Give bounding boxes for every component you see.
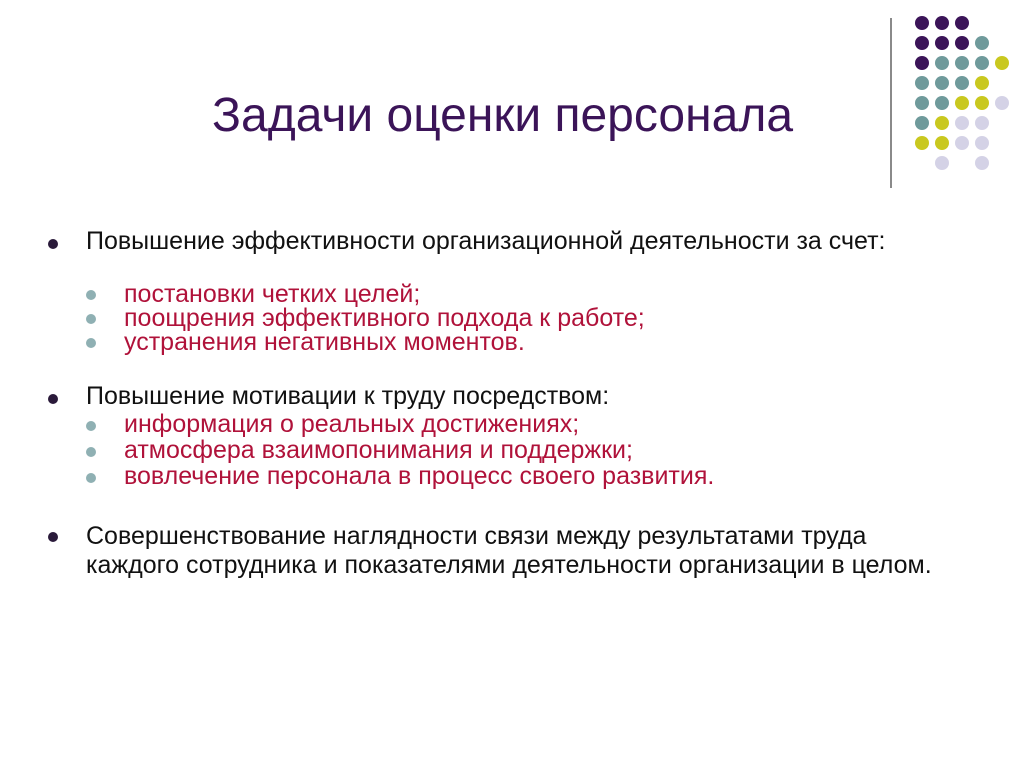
sub-bullet-text: вовлечение персонала в процесс своего развития. <box>124 462 715 490</box>
dot <box>975 76 989 90</box>
slide-title: Задачи оценки персонала <box>212 89 794 142</box>
bullet-text: Повышение эффективности организационной деятельности за счет: <box>86 227 886 255</box>
sub-bullet-text: устранения негативных моментов. <box>124 328 525 356</box>
dot <box>955 96 969 110</box>
dot <box>935 156 949 170</box>
sub-bullet-text: информация о реальных достижениях; <box>124 410 580 438</box>
dot <box>955 56 969 70</box>
dot <box>955 116 969 130</box>
sub-bullet-dot <box>86 421 96 431</box>
dot <box>935 36 949 50</box>
decorative-dot-grid-icon <box>900 12 1010 172</box>
bullet-dot <box>48 532 58 542</box>
dot <box>975 56 989 70</box>
dot <box>935 116 949 130</box>
bullet-text: Повышение мотивации к труду посредством: <box>86 382 610 410</box>
dot <box>935 136 949 150</box>
sub-bullet-text: поощрения эффективного подхода к работе; <box>124 304 645 332</box>
sub-bullet-dot <box>86 473 96 483</box>
sub-bullet-text: атмосфера взаимопонимания и поддержки; <box>124 436 633 464</box>
dot <box>995 96 1009 110</box>
dot <box>955 136 969 150</box>
sub-bullet-dot <box>86 447 96 457</box>
bullet-dot <box>48 239 58 249</box>
dot <box>955 76 969 90</box>
dot <box>915 96 929 110</box>
sub-bullet-dot <box>86 290 96 300</box>
dot <box>915 116 929 130</box>
dot <box>955 16 969 30</box>
dot <box>975 36 989 50</box>
dot <box>915 136 929 150</box>
sub-bullet-dot <box>86 338 96 348</box>
title-divider-line <box>890 18 892 188</box>
dot <box>935 76 949 90</box>
dot <box>975 96 989 110</box>
dot <box>975 156 989 170</box>
dot <box>975 116 989 130</box>
sub-bullet-text: постановки четких целей; <box>124 280 421 308</box>
dot <box>915 16 929 30</box>
bullet-text: Совершенствование наглядности связи между результатами труда каждого сотрудника и показателями деятельности организации в целом. <box>86 522 932 579</box>
dot <box>935 16 949 30</box>
bullet-dot <box>48 394 58 404</box>
dot <box>915 36 929 50</box>
dot <box>975 136 989 150</box>
dot <box>935 56 949 70</box>
dot <box>915 56 929 70</box>
dot <box>995 56 1009 70</box>
dot <box>915 76 929 90</box>
sub-bullet-dot <box>86 314 96 324</box>
dot <box>935 96 949 110</box>
dot <box>955 36 969 50</box>
